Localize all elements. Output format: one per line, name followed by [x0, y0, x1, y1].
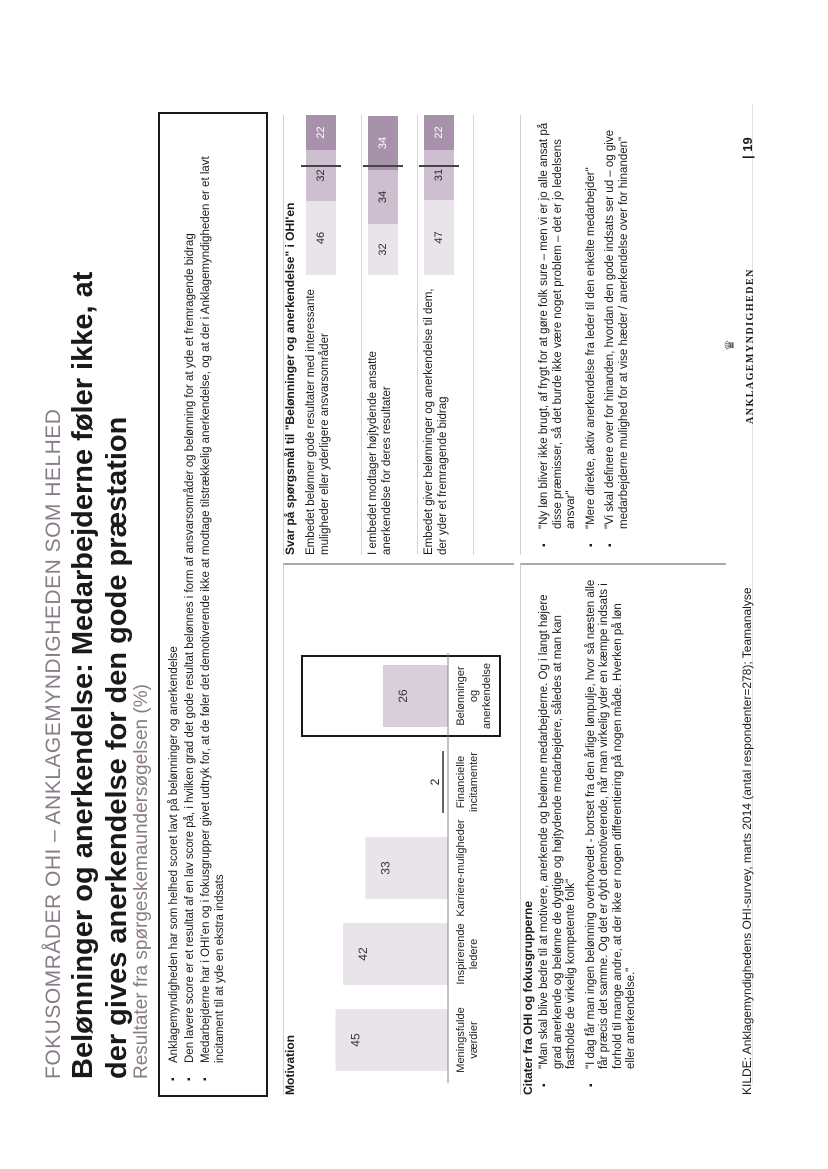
logo-wordmark: ANKLAGEMYNDIGHEDEN: [745, 268, 756, 424]
benchmark-marker: [419, 165, 459, 167]
quote-item: ▪ "I dag får man ingen belønning overhovedet - bortset fra den årlige lønpulje, hvor så næsten alle får præcis det samme. Og det er dybt demotiverende, når man virkelig yder en kæmpe indsats i forhold til mange andre, at der ikke er nogen differentiering på nogen måde. Hverken på løn eller anerkendelse.": [585, 579, 639, 1069]
bar-segment-2: [424, 150, 454, 200]
segment-value: 34: [377, 190, 389, 204]
segment-value: 47: [433, 231, 445, 244]
quote-item: ▪ "Mere direkte, aktiv anerkendelse fra leder til den enkelte medarbejder": [585, 119, 599, 529]
tick-label: incitamenter: [468, 752, 480, 812]
data-label: 42: [356, 947, 370, 961]
motivation-title: Motivation: [283, 1035, 297, 1095]
tick-label: Karriere-muligheder: [455, 819, 467, 917]
tick-label: værdier: [468, 1021, 480, 1059]
benchmark-marker: [301, 165, 341, 167]
segment-value: 32: [315, 169, 327, 182]
svar-row: [365, 115, 418, 555]
segment-value: 46: [315, 231, 327, 245]
tick-label: og: [468, 689, 480, 703]
segment-value: 32: [377, 243, 389, 256]
kicker: FOKUSOMRÅDER OHI – ANKLAGEMYNDIGHEDEN SOM HELHED: [42, 408, 65, 1079]
quotes-left: [538, 579, 645, 1091]
data-label: 45: [348, 1033, 363, 1047]
segment-value: 31: [433, 168, 445, 182]
svar-bar: [306, 115, 336, 275]
bar-segment-1: [306, 201, 336, 275]
page-title: Belønninger og anerkendelse: Medarbejderne føler ikke, at der gives anerkendelse for den gode præstation: [67, 271, 133, 1079]
page-number: | 19: [740, 137, 755, 159]
svar-title: Svar på spørgsmål til "Belønninger og anerkendelse" i OHI'en: [283, 202, 297, 555]
summary-box: [158, 112, 268, 1097]
motivation-chart: [298, 575, 513, 1095]
summary-bullet: ▪ Anklagemyndigheden har som helhed scoret lavt på belønninger og anerkendelse: [167, 124, 181, 1063]
tick-label: Financielle: [455, 755, 467, 809]
data-label: 26: [396, 689, 410, 703]
tick-label: Meningsfulde: [455, 1007, 467, 1073]
segment-value: 22: [433, 126, 445, 139]
quote-item: ▪ "Vi skal definere over for hinanden, hvordan den gode indsats ser ud – og give medarbejderne mulighed for at vise hæder / anerkendelse over for hinanden": [604, 119, 631, 529]
summary-list: [167, 124, 227, 1085]
quote-item: ▪ "Man skal blive bedre til at motivere, anerkende og belønne medarbejderne. Og i langt højere grad anerkende og belønne de dygtige og højtydende medarbejdere, således at man kan fastholde de virkelig kompetente folk": [538, 579, 579, 1069]
segment-value: 34: [377, 136, 389, 150]
benchmark-marker: [363, 165, 403, 167]
svar-bar: [424, 115, 454, 275]
tick-label: ledere: [468, 938, 480, 970]
bar-segment-3: [424, 115, 454, 150]
svar-row: [303, 115, 362, 555]
bar-segment-2: [306, 150, 336, 201]
svar-row-text: Embedet giver belønninger og anerkendelse til dem, der yder et fremragende bidrag: [423, 288, 449, 555]
bar: [383, 665, 448, 727]
crown-icon: ♛: [722, 339, 737, 351]
quotes-title: Citater fra OHI og fokusgrupperne: [521, 900, 535, 1095]
tick-label: anerkendelse: [481, 662, 493, 730]
quotes-right: [538, 119, 637, 551]
tick-label: Inspirerende: [455, 923, 467, 985]
summary-bullet: ▪ Medarbejderne har i OHI'en og i fokusgrupper givet udtryk for, at de føler det demotiverende ikke at modtage tilstrækkelig anerkendelse, og at der i Anklagemyndigheden er et lavt incitament til at yde en ekstra indsats: [199, 124, 227, 1063]
bar-segment-1: [368, 224, 398, 275]
bar-segment-3: [368, 116, 398, 170]
bar-segment-2: [368, 170, 398, 224]
bar-segment-1: [424, 200, 454, 275]
summary-bullet: ▪ Den lavere score er et resultat af en lav score på, i hvilken grad det gode resultat belønnes i form af ansvarsområder og belønning for at yde et fremragende bidrag: [183, 124, 197, 1063]
source-note: KILDE: Anklagemyndighedens OHI-survey, marts 2014 (antal respondenter=278); Teamanalyse: [740, 587, 754, 1095]
data-label: 2: [428, 778, 442, 786]
svar-row-text: I embedet modtager højtydende ansatte anerkendelse for deres resultater: [367, 351, 393, 555]
tick-label: Belønninger: [455, 666, 467, 726]
bar-segment-3: [306, 115, 336, 150]
data-label: 33: [378, 861, 393, 875]
svar-row-text: Embedet belønner gode resultater med interessante muligheder eller yderligere ansvarsområder: [305, 289, 331, 555]
subtitle: Resultater fra spørgeskemaundersøgelsen (%): [131, 684, 152, 1079]
segment-value: 22: [315, 126, 327, 139]
svar-row: [421, 115, 474, 555]
quote-item: ▪ "Ny løn bliver ikke brugt, af frygt for at gøre folk sure – men vi er jo alle ansat på disse præmisser, så det burde ikke være noget problem – det er jo ledelsens ansvar": [538, 119, 579, 529]
svar-bar: [368, 115, 398, 275]
